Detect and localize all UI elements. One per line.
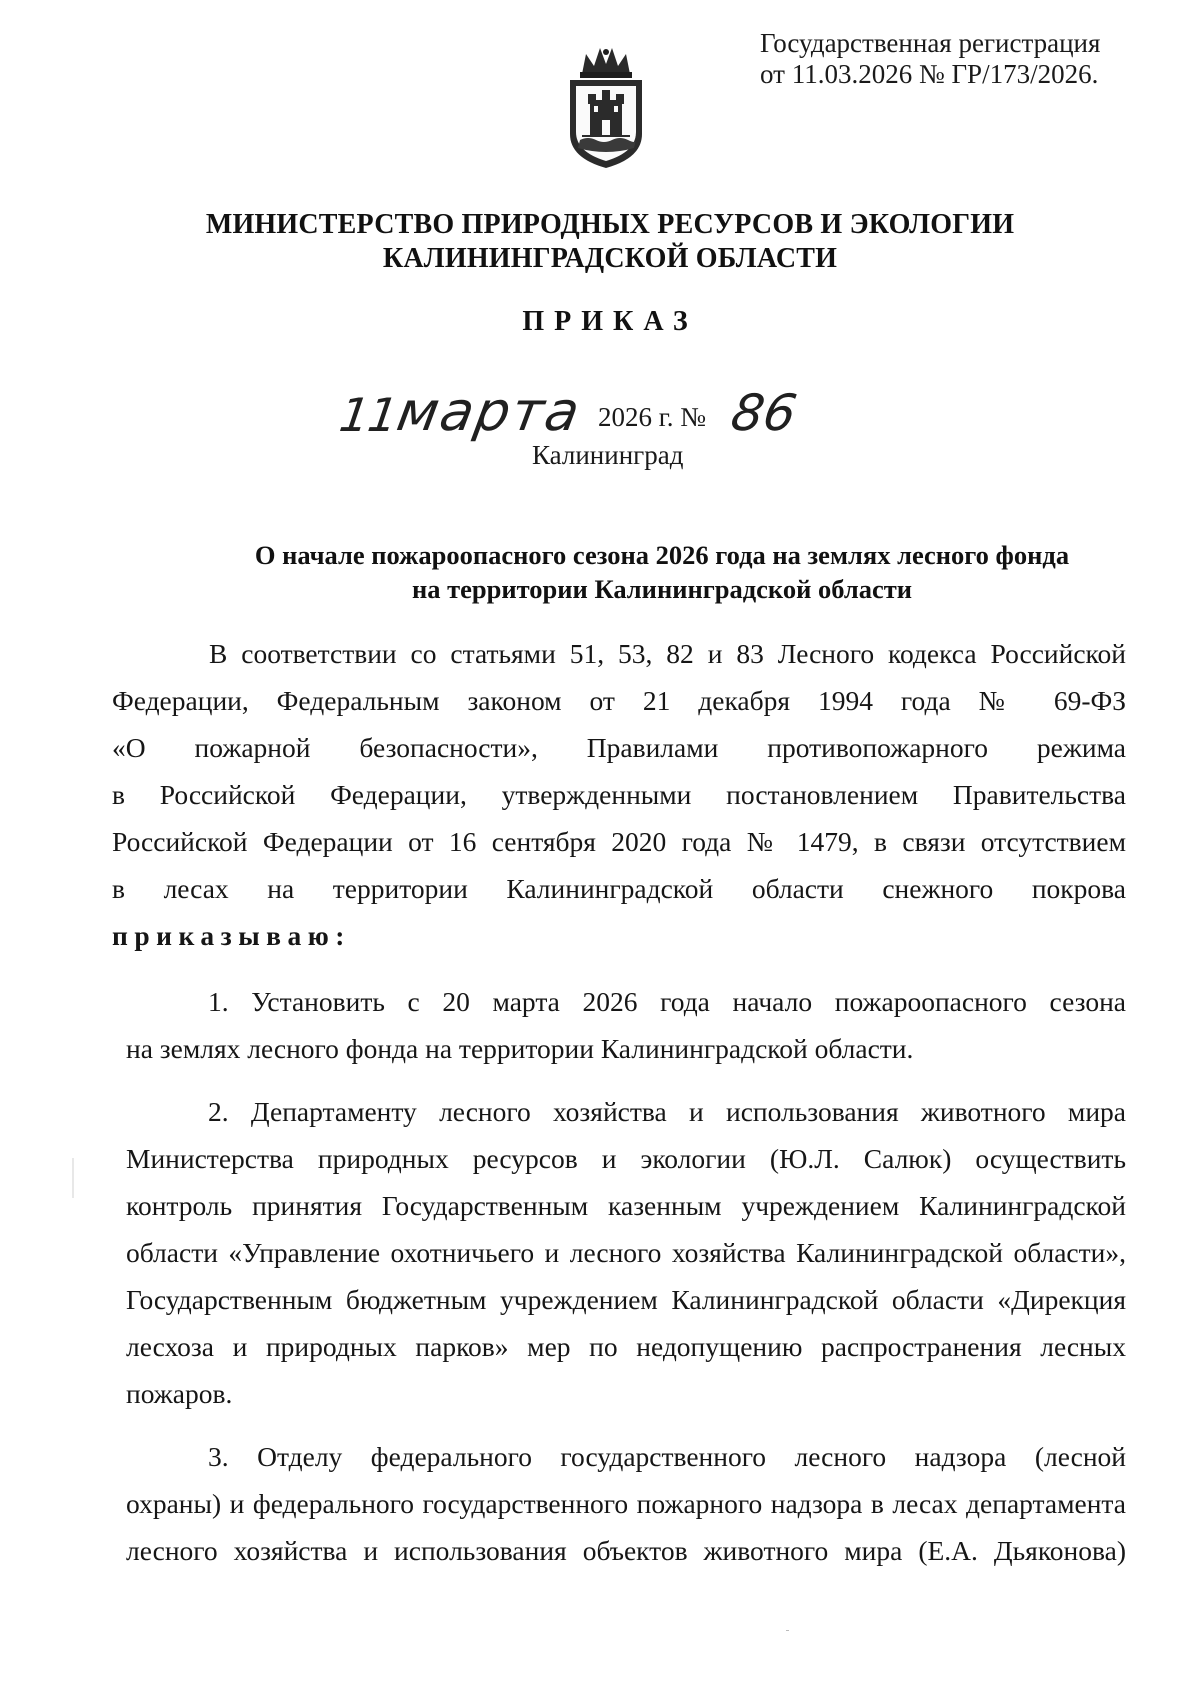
preamble-line: в лесах на территории Калининградской области снежного покрова xyxy=(112,873,1126,904)
registration-stamp xyxy=(760,28,1140,90)
preamble-line: Российской Федерации от 16 сентября 2020 года № 1479, в связи отсутствием xyxy=(112,826,1126,857)
ministry-name xyxy=(0,208,1200,276)
scan-speck xyxy=(786,1630,789,1631)
order-items xyxy=(126,978,1126,1590)
item-line: лесного хозяйства и использования объектов животного мира (Е.А. Дьяконова) xyxy=(126,1535,1126,1566)
item-line: контроль принятия Государственным казенным учреждением Калининградской xyxy=(126,1190,1126,1221)
coat-of-arms-icon xyxy=(560,44,652,172)
subject-line-2: на территории Калининградской области xyxy=(411,574,913,604)
printed-year-number-label: 2026 г. № xyxy=(598,402,707,432)
preamble xyxy=(112,630,1126,959)
order-item-2 xyxy=(126,1088,1126,1417)
item-line: 2. Департаменту лесного хозяйства и использования животного мира xyxy=(208,1096,1126,1127)
city-name: Калининград xyxy=(532,440,684,470)
decree-word: приказываю: xyxy=(112,920,351,951)
preamble-line: в Российской Федерации, утвержденными постановлением Правительства xyxy=(112,779,1126,810)
handwritten-day: 11 xyxy=(336,388,401,442)
order-title: ПРИКАЗ xyxy=(522,306,698,337)
item-line: области «Управление охотничьего и лесного хозяйства Калининградской области», xyxy=(126,1237,1126,1268)
item-line: пожаров. xyxy=(126,1378,233,1409)
handwritten-order-number: 86 xyxy=(726,384,801,442)
order-item-1 xyxy=(126,978,1126,1072)
item-line: Государственным бюджетным учреждением Калининградской области «Дирекция xyxy=(126,1284,1126,1315)
order-subject xyxy=(212,538,1112,606)
handwritten-month: марта xyxy=(392,380,587,443)
order-item-3 xyxy=(126,1433,1126,1574)
item-line: Министерства природных ресурсов и экологии (Ю.Л. Салюк) осуществить xyxy=(126,1143,1126,1174)
preamble-line: В соответствии со статьями 51, 53, 82 и 83 Лесного кодекса Российской xyxy=(209,638,1126,669)
preamble-line: Федерации, Федеральным законом от 21 декабря 1994 года № 69-ФЗ xyxy=(112,685,1126,716)
item-line: охраны) и федерального государственного пожарного надзора в лесах департамента xyxy=(126,1488,1126,1519)
ministry-line-2: КАЛИНИНГРАДСКОЙ ОБЛАСТИ xyxy=(382,243,838,274)
ministry-line-1: МИНИСТЕРСТВО ПРИРОДНЫХ РЕСУРСОВ И ЭКОЛОГИИ xyxy=(205,209,1015,240)
item-line: лесхоза и природных парков» мер по недопущению распространения лесных xyxy=(126,1331,1126,1362)
item-line: 3. Отделу федерального государственного лесного надзора (лесной xyxy=(208,1441,1126,1472)
preamble-line: «О пожарной безопасности», Правилами противопожарного режима xyxy=(112,732,1126,763)
item-line: на землях лесного фонда на территории Калининградской области. xyxy=(126,1033,914,1064)
item-line: 1. Установить с 20 марта 2026 года начало пожароопасного сезона xyxy=(208,986,1126,1017)
registration-line-2: от 11.03.2026 № ГР/173/2026. xyxy=(760,59,1099,89)
scan-margin-mark xyxy=(72,1158,74,1198)
registration-line-1: Государственная регистрация xyxy=(760,28,1101,58)
subject-line-1: О начале пожароопасного сезона 2026 года на землях лесного фонда xyxy=(254,540,1070,570)
